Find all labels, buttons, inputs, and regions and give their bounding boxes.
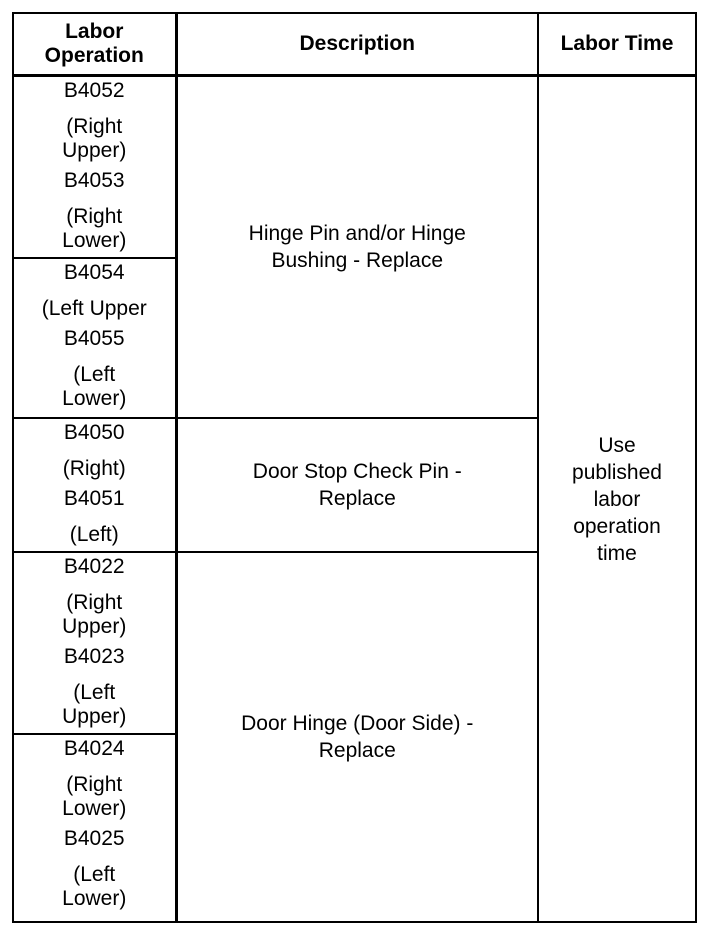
labor-operations-table bbox=[12, 12, 697, 923]
operation-side: (Right Lower) bbox=[62, 205, 127, 252]
operation-side: (Right) bbox=[62, 457, 126, 480]
labor-operation-cell bbox=[13, 418, 176, 552]
operation-code: B4022 bbox=[63, 555, 125, 578]
header-labor-operation bbox=[13, 13, 176, 76]
labor-time-cell bbox=[538, 76, 696, 923]
operation-code: B4024 bbox=[63, 737, 125, 760]
description-cell bbox=[176, 552, 538, 922]
header-row bbox=[13, 13, 696, 76]
operation-side: (Right Upper) bbox=[62, 115, 127, 162]
operation-side: (Left) bbox=[69, 523, 119, 546]
operation-code: B4025 bbox=[63, 827, 125, 850]
operation-code: B4050 bbox=[63, 421, 125, 444]
operation-code: B4051 bbox=[63, 487, 125, 510]
description-cell bbox=[176, 76, 538, 419]
header-labor-operation-text: Labor Operation bbox=[44, 20, 144, 67]
operation-side: (Right Lower) bbox=[62, 773, 127, 820]
header-labor-time: Labor Time bbox=[538, 13, 696, 76]
header-description: Description bbox=[176, 13, 538, 76]
operation-side: (Left Lower) bbox=[62, 363, 127, 410]
description-text: Door Stop Check Pin - Replace bbox=[252, 460, 462, 510]
operation-code: B4052 bbox=[63, 79, 125, 102]
labor-time-text: Use published labor operation time bbox=[572, 433, 662, 565]
description-text: Hinge Pin and/or Hinge Bushing - Replace bbox=[248, 222, 466, 272]
labor-operation-cell bbox=[13, 734, 176, 922]
operation-side: (Left Lower) bbox=[62, 863, 127, 910]
labor-operation-cell bbox=[13, 76, 176, 259]
description-cell bbox=[176, 418, 538, 552]
description-text: Door Hinge (Door Side) - Replace bbox=[241, 712, 474, 762]
operation-code: B4023 bbox=[63, 645, 125, 668]
operation-side: (Left Upper bbox=[41, 297, 147, 320]
operation-code: B4053 bbox=[63, 169, 125, 192]
labor-operation-cell bbox=[13, 552, 176, 734]
table-row bbox=[13, 76, 696, 259]
operation-code: B4054 bbox=[63, 261, 125, 284]
operation-side: (Right Upper) bbox=[62, 591, 127, 638]
operation-code: B4055 bbox=[63, 327, 125, 350]
labor-operation-cell bbox=[13, 258, 176, 418]
operation-side: (Left Upper) bbox=[62, 681, 127, 728]
